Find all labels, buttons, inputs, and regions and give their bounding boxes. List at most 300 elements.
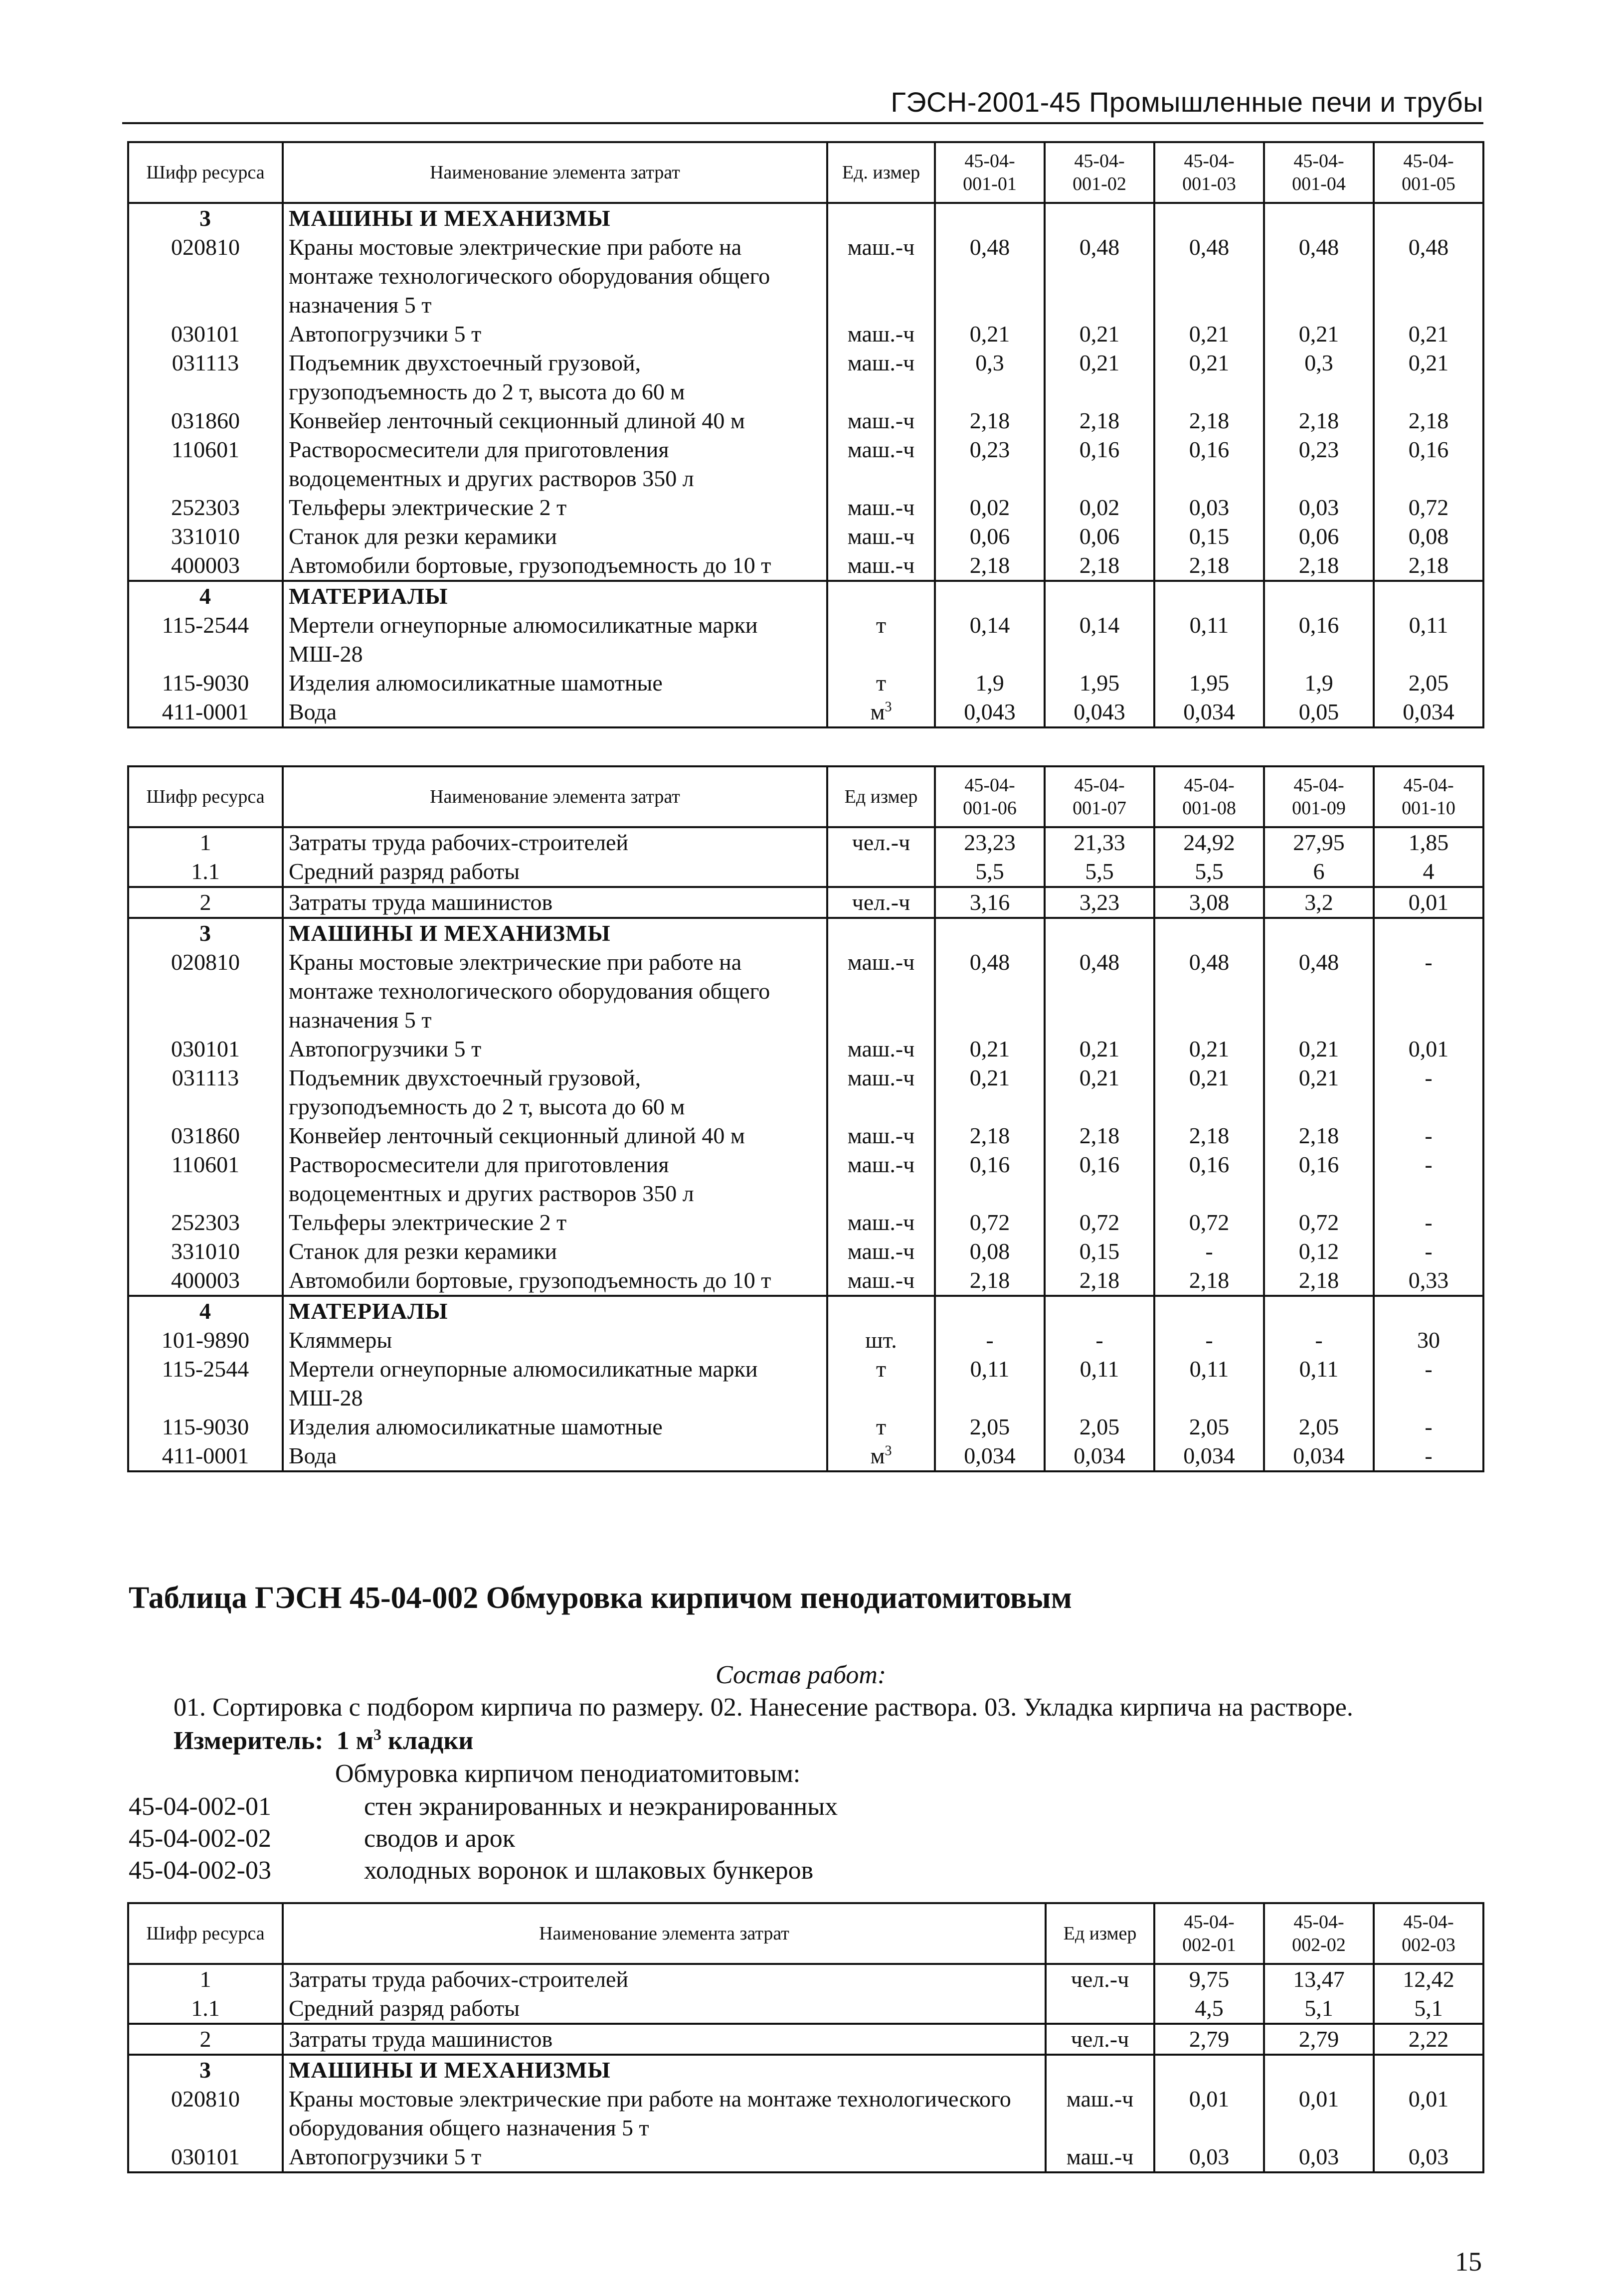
- cell-value: 2,18: [1264, 551, 1374, 581]
- cell-name: Краны мостовые электрические при работе на монтаже технологического оборудования общего назначения 5 т: [283, 948, 827, 1035]
- cell-name: МАТЕРИАЛЫ: [283, 581, 827, 611]
- cell-value: 0,21: [1264, 1063, 1374, 1121]
- cell-value: 0,11: [1154, 1355, 1264, 1412]
- variant-item: [129, 1824, 515, 1853]
- cell-value: 0,16: [1045, 435, 1154, 493]
- cell-code: 101-9890: [128, 1326, 283, 1355]
- cell-name: Затраты труда машинистов: [283, 2024, 1046, 2055]
- cell-value: 2,79: [1154, 2024, 1264, 2055]
- cell-code: 115-9030: [128, 1412, 283, 1441]
- cell-code: 2: [128, 2024, 283, 2055]
- table-row: [128, 349, 1483, 406]
- cell-value: 2,18: [1374, 551, 1483, 581]
- cell-unit: маш.-ч: [827, 948, 935, 1035]
- cell-unit: [827, 857, 935, 887]
- cell-unit: [827, 203, 935, 233]
- cell-value: 0,15: [1154, 522, 1264, 551]
- cell-value: [1374, 2055, 1483, 2085]
- variant-item: [129, 1792, 838, 1821]
- cell-code: 331010: [128, 1237, 283, 1266]
- cell-value: 0,48: [1374, 233, 1483, 320]
- col-header-code: Шифр ресурса: [128, 766, 283, 827]
- cell-name: Станок для резки керамики: [283, 522, 827, 551]
- cell-value: 0,034: [1374, 698, 1483, 727]
- cell-value: [1374, 1296, 1483, 1326]
- cell-name: Автомобили бортовые, грузоподъемность до 10 т: [283, 1266, 827, 1296]
- measure-value: 1 $м^3$ кладки: [336, 1725, 474, 1755]
- cell-unit: маш.-ч: [827, 551, 935, 581]
- cell-name: Растворосмесители для приготовления водоцементных и других растворов 350 л: [283, 1150, 827, 1208]
- cell-value: 2,18: [1045, 551, 1154, 581]
- cell-value: 2,18: [1264, 1121, 1374, 1150]
- cell-unit: чел.-ч: [827, 827, 935, 857]
- table-row: [128, 1237, 1483, 1266]
- cell-code: 1.1: [128, 857, 283, 887]
- cell-value: 0,11: [1154, 611, 1264, 669]
- cell-value: 3,23: [1045, 887, 1154, 918]
- cell-code: 115-2544: [128, 1355, 283, 1412]
- cell-value: 1,85: [1374, 827, 1483, 857]
- cell-value: 0,21: [1264, 320, 1374, 349]
- cell-value: 0,08: [1374, 522, 1483, 551]
- cell-value: 0,48: [935, 233, 1045, 320]
- cell-value: [1374, 203, 1483, 233]
- cell-unit: чел.-ч: [1046, 1964, 1154, 1994]
- measure-line: [174, 1726, 473, 1756]
- cell-name: Изделия алюмосиликатные шамотные: [283, 669, 827, 698]
- table-row: [128, 918, 1483, 948]
- table-header-row: [128, 1903, 1483, 1964]
- cell-value: [1264, 203, 1374, 233]
- cell-name: Тельферы электрические 2 т: [283, 493, 827, 522]
- cell-value: 2,79: [1264, 2024, 1374, 2055]
- variant-text: холодных воронок и шлаковых бункеров: [364, 1856, 814, 1885]
- cell-value: -: [1374, 1063, 1483, 1121]
- cell-value: 0,3: [1264, 349, 1374, 406]
- cell-value: 30: [1374, 1326, 1483, 1355]
- cell-name: Изделия алюмосиликатные шамотные: [283, 1412, 827, 1441]
- cell-value: -: [1045, 1326, 1154, 1355]
- cell-name: Растворосмесители для приготовления водоцементных и других растворов 350 л: [283, 435, 827, 493]
- cell-name: Подъемник двухстоечный грузовой, грузоподъемность до 2 т, высота до 60 м: [283, 1063, 827, 1121]
- cell-value: [1154, 1296, 1264, 1326]
- cell-code: 331010: [128, 522, 283, 551]
- table-row: [128, 1355, 1483, 1412]
- cell-value: 2,18: [1045, 1121, 1154, 1150]
- cell-name: Краны мостовые электрические при работе на монтаже технологического оборудования общего назначения 5 т: [283, 233, 827, 320]
- cell-code: 3: [128, 203, 283, 233]
- cell-code: 020810: [128, 2085, 283, 2142]
- col-header-norm: 45-04- 001-06: [935, 766, 1045, 827]
- cell-value: -: [1374, 948, 1483, 1035]
- table-row: [128, 1266, 1483, 1296]
- cell-value: 0,21: [935, 1063, 1045, 1121]
- table-row: [128, 435, 1483, 493]
- cell-value: 23,23: [935, 827, 1045, 857]
- variant-code: 45-04-002-01: [129, 1792, 271, 1821]
- cell-name: Автопогрузчики 5 т: [283, 1035, 827, 1063]
- cell-value: 0,034: [1045, 1441, 1154, 1471]
- table-row: [128, 1208, 1483, 1237]
- cell-value: 5,5: [1154, 857, 1264, 887]
- cell-value: 24,92: [1154, 827, 1264, 857]
- cell-value: 3,2: [1264, 887, 1374, 918]
- cell-value: 0,21: [1374, 349, 1483, 406]
- variant-code: 45-04-002-03: [129, 1856, 271, 1885]
- page-header: [122, 82, 1483, 124]
- cell-code: 252303: [128, 493, 283, 522]
- cell-value: 2,18: [935, 551, 1045, 581]
- cell-value: 5,1: [1264, 1994, 1374, 2024]
- measure-label: Измеритель:: [174, 1727, 324, 1755]
- table-row: [128, 1964, 1483, 1994]
- cell-value: 0,03: [1374, 2142, 1483, 2172]
- cell-name: МАШИНЫ И МЕХАНИЗМЫ: [283, 918, 827, 948]
- cell-value: 0,06: [1045, 522, 1154, 551]
- table-row: [128, 611, 1483, 669]
- cell-value: 0,14: [935, 611, 1045, 669]
- cell-value: 0,01: [1154, 2085, 1264, 2142]
- cell-value: 2,18: [935, 406, 1045, 435]
- variant-text: сводов и арок: [364, 1824, 515, 1853]
- cell-value: 2,18: [1264, 1266, 1374, 1296]
- cell-value: 0,16: [1045, 1150, 1154, 1208]
- cell-value: 0,21: [1374, 320, 1483, 349]
- variant-text: стен экранированных и неэкранированных: [364, 1792, 838, 1821]
- cell-value: 0,03: [1154, 2142, 1264, 2172]
- cell-code: 411-0001: [128, 1441, 283, 1471]
- cell-code: 110601: [128, 435, 283, 493]
- table-header-row: [128, 142, 1483, 203]
- table-row: [128, 857, 1483, 887]
- cell-code: 031113: [128, 349, 283, 406]
- col-header-norm: 45-04- 001-10: [1374, 766, 1483, 827]
- cell-value: -: [1374, 1121, 1483, 1150]
- cell-value: 21,33: [1045, 827, 1154, 857]
- table-row: [128, 1326, 1483, 1355]
- cell-name: Вода: [283, 698, 827, 727]
- cell-name: Краны мостовые электрические при работе на монтаже технологического оборудования общего назначения 5 т: [283, 2085, 1046, 2142]
- cell-value: 2,05: [1374, 669, 1483, 698]
- cell-value: [1264, 1296, 1374, 1326]
- cell-unit: маш.-ч: [1046, 2142, 1154, 2172]
- cell-value: 0,21: [1045, 320, 1154, 349]
- cell-value: 0,16: [1374, 435, 1483, 493]
- cell-value: 0,21: [1264, 1035, 1374, 1063]
- cell-value: 2,18: [1154, 1121, 1264, 1150]
- cell-name: МАШИНЫ И МЕХАНИЗМЫ: [283, 203, 827, 233]
- table-row: [128, 233, 1483, 320]
- cell-value: [1045, 1296, 1154, 1326]
- cell-code: 411-0001: [128, 698, 283, 727]
- cell-code: 030101: [128, 320, 283, 349]
- cell-value: [935, 203, 1045, 233]
- cell-value: 0,21: [1045, 1035, 1154, 1063]
- cell-value: 0,03: [1154, 493, 1264, 522]
- cell-value: [1374, 918, 1483, 948]
- cell-unit: маш.-ч: [827, 1266, 935, 1296]
- cell-value: 13,47: [1264, 1964, 1374, 1994]
- cell-code: 115-9030: [128, 669, 283, 698]
- table-row: [128, 2055, 1483, 2085]
- cell-value: -: [1264, 1326, 1374, 1355]
- cell-code: 030101: [128, 2142, 283, 2172]
- cell-value: 0,12: [1264, 1237, 1374, 1266]
- table-row: [128, 2024, 1483, 2055]
- cell-value: 2,18: [935, 1121, 1045, 1150]
- cell-value: [1045, 581, 1154, 611]
- cell-unit: $м^3$: [827, 1441, 935, 1471]
- table-row: [128, 948, 1483, 1035]
- cell-name: МАТЕРИАЛЫ: [283, 1296, 827, 1326]
- cell-value: 0,06: [1264, 522, 1374, 551]
- cell-value: 0,72: [1264, 1208, 1374, 1237]
- table-row: [128, 698, 1483, 727]
- cell-unit: шт.: [827, 1326, 935, 1355]
- col-header-name: Наименование элемента затрат: [283, 1903, 1046, 1964]
- cell-value: 0,3: [935, 349, 1045, 406]
- col-header-norm: 45-04- 001-05: [1374, 142, 1483, 203]
- cell-code: 020810: [128, 233, 283, 320]
- cell-value: 5,5: [935, 857, 1045, 887]
- cell-code: 3: [128, 918, 283, 948]
- cell-unit: [827, 1296, 935, 1326]
- cell-value: 0,01: [1264, 2085, 1374, 2142]
- table-row: [128, 1994, 1483, 2024]
- cell-value: [935, 918, 1045, 948]
- cell-unit: маш.-ч: [827, 1035, 935, 1063]
- cell-value: 0,06: [935, 522, 1045, 551]
- cell-value: 0,01: [1374, 1035, 1483, 1063]
- cell-unit: маш.-ч: [827, 406, 935, 435]
- cell-name: Затраты труда рабочих-строителей: [283, 1964, 1046, 1994]
- cell-value: 27,95: [1264, 827, 1374, 857]
- cell-value: 0,21: [1154, 320, 1264, 349]
- cell-code: 115-2544: [128, 611, 283, 669]
- table-row: [128, 887, 1483, 918]
- cell-value: 3,08: [1154, 887, 1264, 918]
- col-header-norm: 45-04- 001-03: [1154, 142, 1264, 203]
- cell-name: Затраты труда рабочих-строителей: [283, 827, 827, 857]
- table-row: [128, 1412, 1483, 1441]
- cell-value: 0,21: [935, 320, 1045, 349]
- cell-value: 1,95: [1154, 669, 1264, 698]
- cell-unit: [1046, 2055, 1154, 2085]
- table-row: [128, 406, 1483, 435]
- cell-code: 4: [128, 581, 283, 611]
- cell-value: [1374, 581, 1483, 611]
- works-description: 01. Сортировка с подбором кирпича по размеру. 02. Нанесение раствора. 03. Укладка кирпича на растворе.: [174, 1693, 1353, 1722]
- cell-value: 0,11: [1045, 1355, 1154, 1412]
- cell-name: Затраты труда машинистов: [283, 887, 827, 918]
- cell-value: 1,9: [1264, 669, 1374, 698]
- cell-unit: маш.-ч: [827, 349, 935, 406]
- cell-unit: маш.-ч: [827, 1208, 935, 1237]
- cell-unit: $м^3$: [827, 698, 935, 727]
- resource-table-1: [127, 141, 1484, 728]
- cell-value: 0,02: [1045, 493, 1154, 522]
- cell-value: 0,05: [1264, 698, 1374, 727]
- table-row: [128, 827, 1483, 857]
- cell-value: [1264, 581, 1374, 611]
- cell-value: [1264, 2055, 1374, 2085]
- cell-value: [935, 1296, 1045, 1326]
- cell-unit: т: [827, 669, 935, 698]
- cell-code: 030101: [128, 1035, 283, 1063]
- cell-value: 2,18: [1045, 1266, 1154, 1296]
- cell-unit: маш.-ч: [1046, 2085, 1154, 2142]
- cell-value: 0,48: [1154, 948, 1264, 1035]
- cell-code: 1: [128, 827, 283, 857]
- cell-value: 2,18: [1154, 551, 1264, 581]
- cell-name: Автомобили бортовые, грузоподъемность до 10 т: [283, 551, 827, 581]
- cell-code: 1.1: [128, 1994, 283, 2024]
- resource-table-2: [127, 765, 1484, 1472]
- cell-value: 2,18: [1374, 406, 1483, 435]
- cell-value: 1,9: [935, 669, 1045, 698]
- table-row: [128, 1063, 1483, 1121]
- cell-value: [935, 581, 1045, 611]
- cell-value: 0,21: [935, 1035, 1045, 1063]
- cell-value: 12,42: [1374, 1964, 1483, 1994]
- cell-value: 2,22: [1374, 2024, 1483, 2055]
- cell-code: 110601: [128, 1150, 283, 1208]
- cell-value: 6: [1264, 857, 1374, 887]
- cell-value: 0,01: [1374, 887, 1483, 918]
- cell-name: МАШИНЫ И МЕХАНИЗМЫ: [283, 2055, 1046, 2085]
- cell-unit: чел.-ч: [1046, 2024, 1154, 2055]
- col-header-name: Наименование элемента затрат: [283, 766, 827, 827]
- header-title: ГЭСН-2001-45 Промышленные печи и трубы: [891, 86, 1483, 118]
- cell-name: Тельферы электрические 2 т: [283, 1208, 827, 1237]
- cell-code: 4: [128, 1296, 283, 1326]
- col-header-norm: 45-04- 001-04: [1264, 142, 1374, 203]
- table-row: [128, 581, 1483, 611]
- col-header-norm: 45-04- 001-01: [935, 142, 1045, 203]
- cell-value: 1,95: [1045, 669, 1154, 698]
- col-header-code: Шифр ресурса: [128, 142, 283, 203]
- cell-value: 0,48: [935, 948, 1045, 1035]
- cell-value: -: [1374, 1150, 1483, 1208]
- cell-value: 2,05: [1154, 1412, 1264, 1441]
- cell-name: Подъемник двухстоечный грузовой, грузоподъемность до 2 т, высота до 60 м: [283, 349, 827, 406]
- cell-unit: маш.-ч: [827, 1237, 935, 1266]
- cell-value: 0,15: [1045, 1237, 1154, 1266]
- cell-value: -: [1374, 1412, 1483, 1441]
- cell-code: 2: [128, 887, 283, 918]
- cell-unit: маш.-ч: [827, 1150, 935, 1208]
- cell-value: [1154, 581, 1264, 611]
- cell-value: 0,043: [935, 698, 1045, 727]
- cell-code: 031113: [128, 1063, 283, 1121]
- cell-value: [1045, 918, 1154, 948]
- table-row: [128, 320, 1483, 349]
- cell-code: 252303: [128, 1208, 283, 1237]
- cell-value: 0,48: [1264, 948, 1374, 1035]
- cell-value: 2,18: [1045, 406, 1154, 435]
- cell-value: 0,16: [1154, 1150, 1264, 1208]
- cell-value: 0,72: [1045, 1208, 1154, 1237]
- cell-value: 0,14: [1045, 611, 1154, 669]
- table-header-row: [128, 766, 1483, 827]
- cell-value: 0,33: [1374, 1266, 1483, 1296]
- cell-value: 9,75: [1154, 1964, 1264, 1994]
- col-header-norm: 45-04- 002-03: [1374, 1903, 1483, 1964]
- cell-value: 0,23: [1264, 435, 1374, 493]
- cell-value: 0,72: [1374, 493, 1483, 522]
- cell-unit: маш.-ч: [827, 1121, 935, 1150]
- cell-value: -: [935, 1326, 1045, 1355]
- table-row: [128, 2142, 1483, 2172]
- col-header-name: Наименование элемента затрат: [283, 142, 827, 203]
- cell-value: 0,01: [1374, 2085, 1483, 2142]
- cell-value: 0,11: [1374, 611, 1483, 669]
- cell-name: Автопогрузчики 5 т: [283, 320, 827, 349]
- cell-unit: т: [827, 1412, 935, 1441]
- cell-value: 0,08: [935, 1237, 1045, 1266]
- cell-value: 0,48: [1045, 233, 1154, 320]
- col-header-code: Шифр ресурса: [128, 1903, 283, 1964]
- col-header-norm: 45-04- 001-02: [1045, 142, 1154, 203]
- cell-code: 1: [128, 1964, 283, 1994]
- cell-value: -: [1374, 1441, 1483, 1471]
- cell-unit: т: [827, 1355, 935, 1412]
- cell-value: 2,18: [935, 1266, 1045, 1296]
- cell-value: -: [1154, 1326, 1264, 1355]
- cell-value: 2,05: [935, 1412, 1045, 1441]
- col-header-unit: Ед измер: [1046, 1903, 1154, 1964]
- cell-unit: [1046, 1994, 1154, 2024]
- cell-code: 031860: [128, 406, 283, 435]
- cell-value: 0,043: [1045, 698, 1154, 727]
- table-row: [128, 2085, 1483, 2142]
- table-row: [128, 1441, 1483, 1471]
- cell-value: 0,21: [1045, 349, 1154, 406]
- cell-value: 0,11: [1264, 1355, 1374, 1412]
- col-header-unit: Ед измер: [827, 766, 935, 827]
- cell-value: 2,18: [1264, 406, 1374, 435]
- cell-value: 2,05: [1045, 1412, 1154, 1441]
- cell-value: 0,034: [935, 1441, 1045, 1471]
- cell-name: Кляммеры: [283, 1326, 827, 1355]
- cell-value: 0,72: [935, 1208, 1045, 1237]
- table-row: [128, 493, 1483, 522]
- table-row: [128, 1150, 1483, 1208]
- cell-value: 0,21: [1154, 1035, 1264, 1063]
- cell-code: 020810: [128, 948, 283, 1035]
- cell-value: 0,48: [1045, 948, 1154, 1035]
- table-row: [128, 1035, 1483, 1063]
- cell-code: 400003: [128, 1266, 283, 1296]
- cell-value: 4,5: [1154, 1994, 1264, 2024]
- cell-unit: маш.-ч: [827, 1063, 935, 1121]
- cell-unit: маш.-ч: [827, 493, 935, 522]
- cell-name: Мертели огнеупорные алюмосиликатные марки МШ-28: [283, 1355, 827, 1412]
- cell-value: -: [1374, 1237, 1483, 1266]
- cell-value: [1264, 918, 1374, 948]
- table-row: [128, 203, 1483, 233]
- cell-name: Конвейер ленточный секционный длиной 40 м: [283, 406, 827, 435]
- cell-value: 0,21: [1154, 349, 1264, 406]
- cell-value: 0,72: [1154, 1208, 1264, 1237]
- cell-name: Средний разряд работы: [283, 1994, 1046, 2024]
- cell-name: Вода: [283, 1441, 827, 1471]
- page-number: 15: [1455, 2247, 1482, 2277]
- cell-value: 0,48: [1264, 233, 1374, 320]
- cell-value: 0,03: [1264, 493, 1374, 522]
- cell-value: -: [1374, 1355, 1483, 1412]
- cell-name: Автопогрузчики 5 т: [283, 2142, 1046, 2172]
